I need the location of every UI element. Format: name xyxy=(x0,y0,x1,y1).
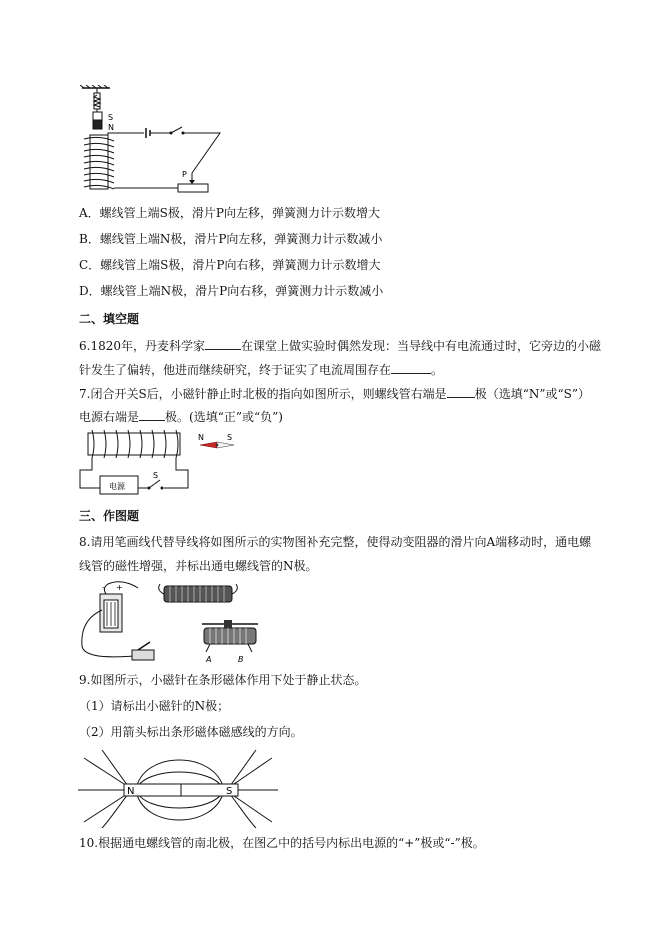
q7-text-d: 极。(选填“正”或“负”) xyxy=(165,410,283,424)
q7-blank-2[interactable] xyxy=(139,408,165,421)
q7-text-b: 极（选填“N”或“S”） xyxy=(474,387,590,401)
q6-blank-1[interactable] xyxy=(205,337,241,350)
q10-line-1: 10.根据通电螺线管的南北极，在图乙中的括号内标出电源的“+”极或“-”极。 xyxy=(79,836,485,850)
q8-line-2: 线管的磁性增强，并标出通电螺线管的N极。 xyxy=(79,559,318,573)
q5-slider-p-label: P xyxy=(182,170,187,179)
q9-magnet-s-label: S xyxy=(226,786,233,797)
q6-text-a: 6.1820年，丹麦科学家 xyxy=(79,339,205,353)
q7-text-c: 电源右端是 xyxy=(79,410,140,424)
q7-line-2 xyxy=(79,408,283,425)
option-d[interactable]: D．螺线管上端N极，滑片P向右移，弹簧测力计示数减小 xyxy=(79,284,384,298)
q8-apparatus-figure xyxy=(78,580,268,670)
q6-text-c: 针发生了偏转，他进而继续研究，终于证实了电流周围存在 xyxy=(79,363,392,377)
q7-needle-s-label: S xyxy=(227,433,233,442)
q6-blank-2[interactable] xyxy=(391,361,431,374)
q5-magnet-n-label: N xyxy=(108,123,114,132)
q6-line-1 xyxy=(79,337,601,354)
q6-text-d: 。 xyxy=(431,363,444,377)
q8-terminal-a-label: A xyxy=(206,655,212,664)
q7-text-a: 7.闭合开关S后，小磁针静止时北极的指向如图所示，则螺线管右端是 xyxy=(79,387,447,401)
q6-line-2 xyxy=(79,361,443,378)
q6-text-b: 在课堂上做实验时偶然发现：当导线中有电流通过时，它旁边的小磁 xyxy=(241,339,602,353)
q9-sub-1: （1）请标出小磁针的N极； xyxy=(79,699,230,713)
q9-bar-magnet-figure xyxy=(78,748,278,828)
q9-magnet-n-label: N xyxy=(127,786,135,797)
q8-battery-plus-label: + xyxy=(116,583,123,592)
option-b[interactable]: B．螺线管上端N极，滑片P向左移，弹簧测力计示数减小 xyxy=(79,232,383,246)
q7-switch-s-label: S xyxy=(153,471,159,480)
q8-terminal-b-label: B xyxy=(238,655,244,664)
q7-line-1 xyxy=(79,385,590,402)
q8-line-1: 8.请用笔画线代替导线将如图所示的实物图补充完整，使得动变阻器的滑片向A端移动时，通电螺 xyxy=(79,535,592,549)
option-a[interactable]: A．螺线管上端S极，滑片P向左移，弹簧测力计示数增大 xyxy=(79,206,380,220)
q7-blank-1[interactable] xyxy=(447,385,475,398)
q7-power-label: 电源 xyxy=(109,482,125,491)
q5-circuit-figure xyxy=(70,85,230,197)
q7-circuit-figure xyxy=(76,428,256,498)
option-c[interactable]: C．螺线管上端S极，滑片P向右移，弹簧测力计示数增大 xyxy=(79,258,381,272)
section-3-heading: 三、作图题 xyxy=(79,509,140,523)
q9-sub-2: （2）用箭头标出条形磁体磁感线的方向。 xyxy=(79,725,303,739)
q9-line-1: 9.如图所示，小磁针在条形磁体作用下处于静止状态。 xyxy=(79,673,367,687)
q7-needle-n-label: N xyxy=(198,433,204,442)
q8-battery-minus-label: - xyxy=(102,583,105,592)
section-2-heading: 二、填空题 xyxy=(79,312,140,326)
q5-magnet-s-label: S xyxy=(108,113,114,122)
